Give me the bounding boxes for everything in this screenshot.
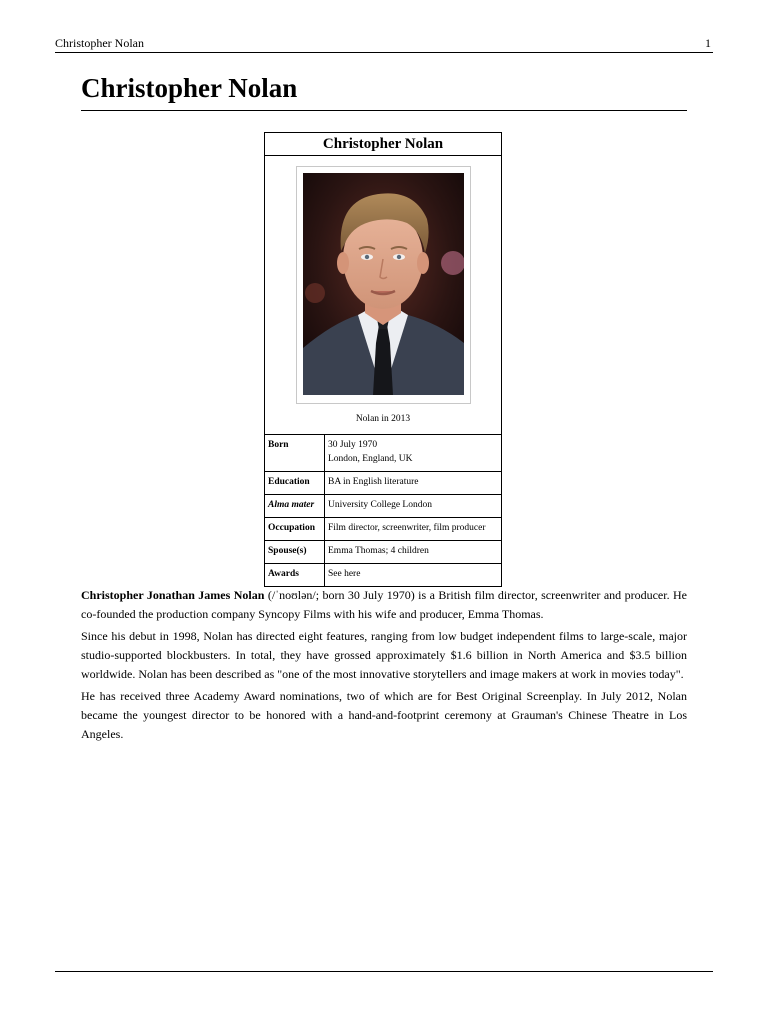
infobox-label-education: Education [265,472,325,495]
photo-caption: Nolan in 2013 [355,414,411,424]
infobox-row-alma-mater [265,495,501,518]
infobox-table [265,434,501,586]
infobox-label-awards: Awards [265,564,325,587]
born-place: London, England, UK [328,454,413,464]
infobox-value-occupation: Film director, screenwriter, film producer [325,518,502,541]
subject-full-name: Christopher Jonathan James Nolan [81,588,265,602]
article-body [81,586,687,747]
infobox-title: Christopher Nolan [265,133,501,156]
running-header [55,36,713,53]
infobox-value-born [325,435,502,472]
paragraph-honors: He has received three Academy Award nominations, two of which are for Best Original Screenplay. In July 2012, Nolan became the youngest director to be honored with a hand-and-footprint ceremony at Grauman's Chinese Theatre in Los Angeles. [81,689,687,741]
footer-rule [55,971,713,972]
portrait-frame [296,166,471,404]
infobox-value-alma-mater: University College London [325,495,502,518]
infobox-label-born: Born [265,435,325,472]
infobox-value-spouses: Emma Thomas; 4 children [325,541,502,564]
paragraph-intro [81,586,687,624]
infobox-label-occupation: Occupation [265,518,325,541]
infobox-row-born [265,435,501,472]
infobox-value-awards[interactable]: See here [325,564,502,587]
infobox-label-alma-mater: Alma mater [265,495,325,518]
infobox [264,132,502,587]
infobox-label-spouses: Spouse(s) [265,541,325,564]
page-title: Christopher Nolan [81,70,687,111]
paragraph-intro-text: (/ˈnoʊlən/; born 30 July 1970) is a British film director, screenwriter and producer. He co-founded the production company Syncopy Films with his wife and producer, Emma Thomas. [81,588,687,621]
infobox-value-education: BA in English literature [325,472,502,495]
portrait-photo[interactable] [303,173,464,395]
page-number: 1 [705,36,711,50]
born-date: 30 July 1970 [328,440,378,450]
infobox-row-occupation [265,518,501,541]
infobox-row-education [265,472,501,495]
running-header-title: Christopher Nolan [55,36,144,50]
infobox-row-spouses [265,541,501,564]
infobox-row-awards [265,564,501,587]
paragraph-career: Since his debut in 1998, Nolan has directed eight features, ranging from low budget independent films to large-scale, major studio-supported blockbusters. In total, they have grossed approximately $1.6 billion in North America and $3.5 billion worldwide. Nolan has been described as "one of the most innovative storytellers and image makers at work in movies today". [81,629,687,681]
